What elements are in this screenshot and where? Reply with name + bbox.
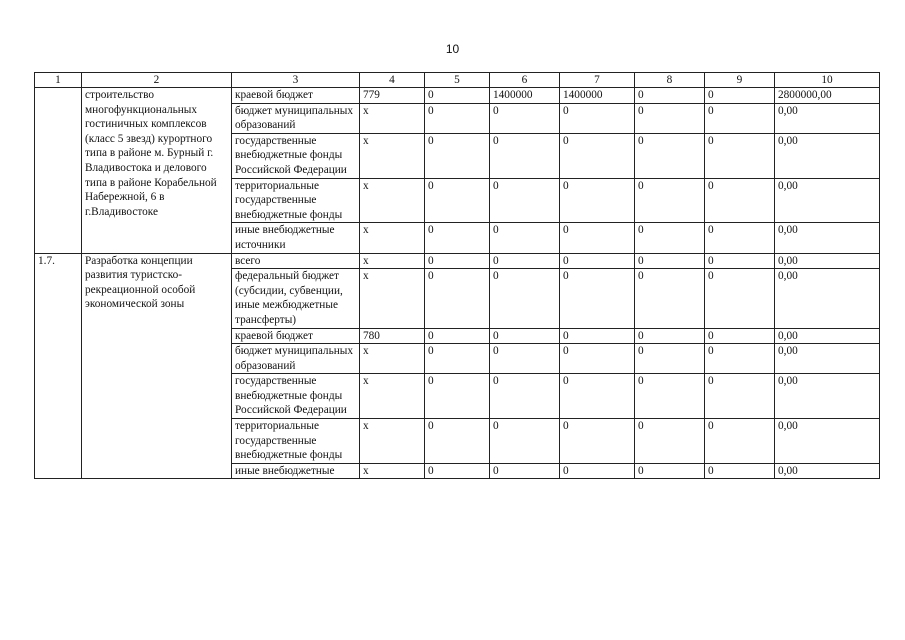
value-cell: 0 (560, 419, 635, 464)
column-header: 1 (35, 73, 82, 88)
value-cell: 0 (635, 103, 705, 133)
table-body (35, 88, 880, 479)
value-cell: 0 (425, 133, 490, 178)
item-number (35, 88, 82, 254)
value-cell: x (360, 374, 425, 419)
value-cell: 0 (425, 253, 490, 269)
value-cell: 0 (560, 374, 635, 419)
value-cell: 0 (560, 103, 635, 133)
value-cell: 0 (560, 178, 635, 223)
value-cell: 1400000 (490, 88, 560, 104)
value-cell: x (360, 133, 425, 178)
column-header: 8 (635, 73, 705, 88)
funding-source-label: краевой бюджет (232, 328, 360, 344)
value-cell: x (360, 344, 425, 374)
value-cell: 0 (705, 178, 775, 223)
value-cell: x (360, 178, 425, 223)
value-cell: 0 (560, 328, 635, 344)
value-cell: 0 (425, 223, 490, 253)
value-cell: 0 (635, 133, 705, 178)
value-cell: 0 (490, 178, 560, 223)
value-cell: 0 (705, 419, 775, 464)
value-cell: 0 (490, 103, 560, 133)
value-cell: x (360, 103, 425, 133)
budget-table (34, 72, 880, 479)
value-cell: 0 (705, 88, 775, 104)
funding-source-label: территориальные государственные внебюджетные фонды (232, 419, 360, 464)
value-cell: 0 (425, 419, 490, 464)
column-header: 5 (425, 73, 490, 88)
value-cell: 0 (705, 269, 775, 328)
funding-source-label: государственные внебюджетные фонды Российской Федерации (232, 374, 360, 419)
value-cell: 0 (425, 374, 490, 419)
value-cell: 0 (490, 463, 560, 479)
value-cell: 0 (490, 328, 560, 344)
table-header-row (35, 73, 880, 88)
value-cell: 0 (490, 419, 560, 464)
value-cell: 0 (705, 344, 775, 374)
value-cell: 0 (490, 269, 560, 328)
value-cell: 0,00 (775, 253, 880, 269)
value-cell: 0 (490, 374, 560, 419)
value-cell: 0 (635, 269, 705, 328)
value-cell: 0 (425, 178, 490, 223)
value-cell: 780 (360, 328, 425, 344)
funding-source-label: государственные внебюджетные фонды Российской Федерации (232, 133, 360, 178)
value-cell: 0 (425, 463, 490, 479)
value-cell: 0 (705, 103, 775, 133)
value-cell: 0 (705, 133, 775, 178)
value-cell: 0 (635, 88, 705, 104)
value-cell: 0 (425, 103, 490, 133)
value-cell: 0 (705, 463, 775, 479)
value-cell: 0 (425, 344, 490, 374)
value-cell: 0 (635, 463, 705, 479)
column-header: 3 (232, 73, 360, 88)
funding-source-label: территориальные государственные внебюджетные фонды (232, 178, 360, 223)
value-cell: 0 (635, 328, 705, 344)
value-cell: 0 (560, 269, 635, 328)
value-cell: 0 (705, 374, 775, 419)
value-cell: 0 (635, 419, 705, 464)
table-row (35, 88, 880, 104)
value-cell: 0,00 (775, 419, 880, 464)
funding-source-label: краевой бюджет (232, 88, 360, 104)
funding-source-label: иные внебюджетные источники (232, 223, 360, 253)
value-cell: 0,00 (775, 328, 880, 344)
table-row (35, 253, 880, 269)
value-cell: 0 (635, 344, 705, 374)
item-name: Разработка концепции развития туристско-рекреационной особой экономической зоны (82, 253, 232, 479)
column-header: 7 (560, 73, 635, 88)
value-cell: 0,00 (775, 344, 880, 374)
value-cell: 2800000,00 (775, 88, 880, 104)
column-header: 10 (775, 73, 880, 88)
value-cell: x (360, 419, 425, 464)
value-cell: x (360, 253, 425, 269)
value-cell: x (360, 269, 425, 328)
funding-source-label: федеральный бюджет (субсидии, субвенции, иные межбюджетные трансферты) (232, 269, 360, 328)
value-cell: 1400000 (560, 88, 635, 104)
value-cell: x (360, 463, 425, 479)
value-cell: 0 (490, 133, 560, 178)
page-number: 10 (445, 42, 460, 56)
value-cell: 0 (705, 253, 775, 269)
value-cell: 0 (635, 374, 705, 419)
value-cell: 0 (560, 344, 635, 374)
value-cell: 0,00 (775, 133, 880, 178)
value-cell: 0 (560, 463, 635, 479)
funding-source-label: бюджет муниципальных образований (232, 103, 360, 133)
value-cell: 0 (635, 178, 705, 223)
value-cell: 0 (635, 223, 705, 253)
value-cell: 0 (560, 253, 635, 269)
value-cell: 0 (560, 133, 635, 178)
value-cell: 0,00 (775, 103, 880, 133)
value-cell: 0,00 (775, 178, 880, 223)
value-cell: 0 (490, 344, 560, 374)
funding-source-label: бюджет муниципальных образований (232, 344, 360, 374)
funding-source-label: всего (232, 253, 360, 269)
value-cell: 0,00 (775, 374, 880, 419)
value-cell: 0 (425, 88, 490, 104)
value-cell: 0,00 (775, 223, 880, 253)
value-cell: 0,00 (775, 463, 880, 479)
value-cell: x (360, 223, 425, 253)
column-header: 9 (705, 73, 775, 88)
column-header: 4 (360, 73, 425, 88)
item-number: 1.7. (35, 253, 82, 479)
item-name: строительство многофункциональных гостиничных комплексов (класс 5 звезд) курортного типа в районе м. Бурный г. Владивостока и делового типа в районе Корабельной Набережной, 6 в г.Владивостоке (82, 88, 232, 254)
value-cell: 0 (635, 253, 705, 269)
column-header: 6 (490, 73, 560, 88)
value-cell: 0 (560, 223, 635, 253)
value-cell: 0 (425, 328, 490, 344)
value-cell: 0 (705, 328, 775, 344)
funding-source-label: иные внебюджетные (232, 463, 360, 479)
value-cell: 0,00 (775, 269, 880, 328)
value-cell: 779 (360, 88, 425, 104)
value-cell: 0 (490, 253, 560, 269)
value-cell: 0 (425, 269, 490, 328)
value-cell: 0 (490, 223, 560, 253)
column-header: 2 (82, 73, 232, 88)
value-cell: 0 (705, 223, 775, 253)
